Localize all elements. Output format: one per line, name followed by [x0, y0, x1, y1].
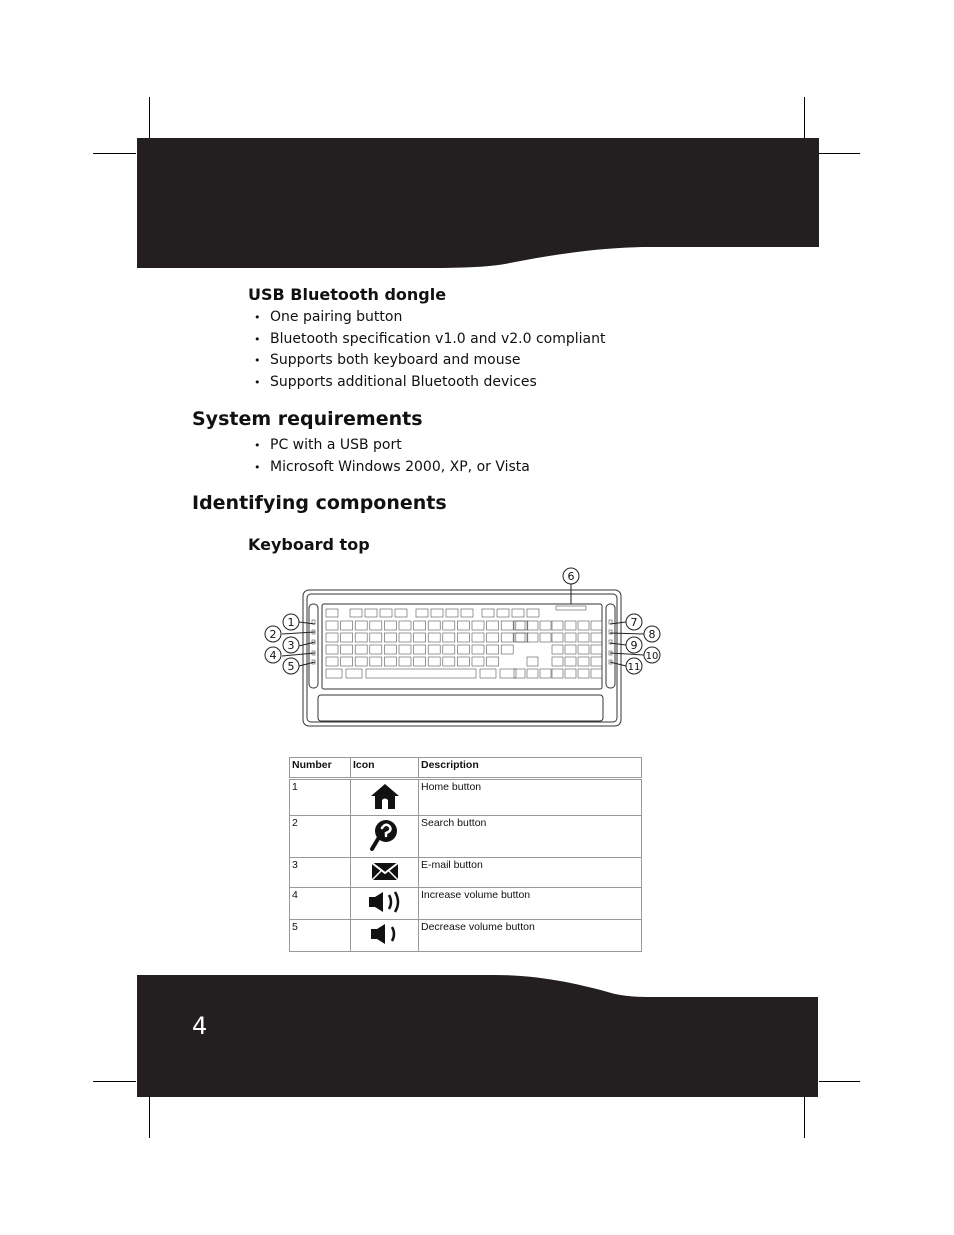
keyboard-key: [399, 645, 411, 654]
row-number: 5: [290, 920, 351, 952]
keyboard-key: [500, 669, 516, 678]
keyboard-key: [395, 609, 407, 617]
row-description: E-mail button: [419, 858, 642, 888]
keyboard-key: [565, 621, 576, 630]
keyboard-key: [461, 609, 473, 617]
keyboard-key: [414, 657, 426, 666]
keyboard-key: [578, 645, 589, 654]
dongle-list: [248, 307, 605, 393]
keyboard-key: [355, 621, 367, 630]
keyboard-key: [326, 657, 338, 666]
keyboard-key: [326, 609, 338, 617]
row-number: 1: [290, 779, 351, 816]
keyboard-key: [556, 606, 586, 610]
keyboard-key: [428, 621, 440, 630]
keyboard-key: [472, 645, 484, 654]
row-description: Decrease volume button: [419, 920, 642, 952]
callout-label: 1: [287, 616, 295, 629]
list-item: • PC with a USB port: [248, 435, 530, 457]
keyboard-key: [399, 657, 411, 666]
column-header: Number: [290, 758, 351, 779]
keyboard-key: [346, 669, 362, 678]
keyboard-key: [552, 621, 563, 630]
email-icon: [368, 859, 402, 883]
callout-label: 10: [645, 651, 659, 662]
keyboard-key: [414, 621, 426, 630]
keyboard-key: [540, 621, 551, 630]
callout-label: 8: [648, 628, 656, 641]
keyboard-key: [443, 657, 455, 666]
row-number: 4: [290, 888, 351, 920]
keyboard-key: [552, 669, 563, 678]
keyboard-key: [480, 669, 496, 678]
keyboard-key: [578, 657, 589, 666]
callout-label: 6: [567, 570, 575, 583]
keyboard-key: [457, 621, 469, 630]
list-item: • Supports additional Bluetooth devices: [248, 372, 605, 394]
keyboard-key: [350, 609, 362, 617]
keyboard-key: [341, 645, 353, 654]
keyboard-key: [380, 609, 392, 617]
keyboard-key: [384, 657, 396, 666]
callout-label: 7: [630, 616, 638, 629]
keyboard-key: [443, 633, 455, 642]
system-heading: System requirements: [192, 408, 423, 430]
keyboard-key: [501, 645, 513, 654]
dongle-heading: USB Bluetooth dongle: [248, 285, 447, 304]
keyboard-key: [516, 633, 528, 642]
footer-band: [0, 960, 954, 1110]
keyboard-key: [591, 669, 602, 678]
row-number: 2: [290, 816, 351, 858]
keyboard-key: [527, 621, 538, 630]
keyboard-key: [355, 657, 367, 666]
table-row: [290, 888, 642, 920]
row-description: Search button: [419, 816, 642, 858]
callout-label: 3: [287, 639, 295, 652]
table-row: [290, 920, 642, 952]
keyboard-key: [326, 645, 338, 654]
keyboard-key: [565, 657, 576, 666]
keyboard-key: [326, 633, 338, 642]
keyboard-key: [416, 609, 428, 617]
keyboard-key: [501, 621, 513, 630]
volume-down-icon: [365, 921, 405, 947]
keyboard-key: [370, 657, 382, 666]
keyboard-key: [578, 621, 589, 630]
keyboard-key: [341, 633, 353, 642]
keyboard-key: [341, 657, 353, 666]
keyboard-key: [472, 621, 484, 630]
keyboard-key: [487, 657, 499, 666]
keyboard-key: [591, 657, 602, 666]
keyboard-key: [527, 609, 539, 617]
keyboard-key: [472, 633, 484, 642]
keyboard-key: [370, 621, 382, 630]
keyboard-key: [527, 633, 538, 642]
keyboard-key: [512, 609, 524, 617]
keyboard-key: [516, 621, 528, 630]
table-header-row: [290, 758, 642, 779]
list-item: • Microsoft Windows 2000, XP, or Vista: [248, 457, 530, 479]
keyboard-key: [565, 669, 576, 678]
keyboard-key: [326, 621, 338, 630]
keyboard-key: [384, 621, 396, 630]
column-header: Description: [419, 758, 642, 779]
keyboard-key: [370, 633, 382, 642]
keyboard-key: [457, 633, 469, 642]
list-item: • Supports both keyboard and mouse: [248, 350, 605, 372]
keyboard-key: [384, 633, 396, 642]
keyboard-key: [414, 645, 426, 654]
header-band: [0, 0, 954, 280]
keyboard-key: [366, 669, 476, 678]
list-item: • Bluetooth specification v1.0 and v2.0 compliant: [248, 329, 605, 351]
keyboard-key: [443, 645, 455, 654]
keyboard-key: [472, 657, 484, 666]
keyboard-key: [540, 633, 551, 642]
keyboard-key: [578, 669, 589, 678]
keyboard-key: [443, 621, 455, 630]
keyboard-key: [326, 669, 342, 678]
table-row: [290, 858, 642, 888]
keyboard-key: [591, 621, 602, 630]
keyboard-key: [355, 645, 367, 654]
keyboard-key: [341, 621, 353, 630]
table-row: [290, 779, 642, 816]
keyboard-key: [527, 657, 538, 666]
keyboard-key: [527, 669, 538, 678]
keyboard-key: [370, 645, 382, 654]
keyboard-illustration: [260, 562, 670, 732]
keyboard-key: [552, 633, 563, 642]
keyboard-key: [487, 633, 499, 642]
keyboard-key: [487, 645, 499, 654]
callout-label: 11: [627, 662, 641, 673]
keyboard-key: [501, 633, 513, 642]
keyboard-key: [428, 633, 440, 642]
keyboard-key: [578, 633, 589, 642]
callout-label: 5: [287, 660, 295, 673]
keyboard-key: [514, 669, 525, 678]
keyboard-key: [414, 633, 426, 642]
keyboard-key: [457, 657, 469, 666]
list-item: • One pairing button: [248, 307, 605, 329]
keyboard-key: [428, 657, 440, 666]
identify-heading: Identifying components: [192, 492, 447, 514]
row-number: 3: [290, 858, 351, 888]
keyboard-key: [487, 621, 499, 630]
keyboard-key: [431, 609, 443, 617]
keyboard-key: [365, 609, 377, 617]
search-icon: [368, 817, 402, 853]
keyboard-key: [457, 645, 469, 654]
keyboard-key: [399, 633, 411, 642]
callout-label: 4: [269, 649, 277, 662]
page-number: 4: [192, 1012, 208, 1040]
callout-label: 2: [269, 628, 277, 641]
keyboard-key: [565, 645, 576, 654]
volume-up-icon: [365, 889, 405, 915]
keyboard-key: [446, 609, 458, 617]
keyboard-key: [540, 669, 551, 678]
component-table: [289, 757, 642, 952]
keyboard-key: [482, 609, 494, 617]
callout-label: 9: [630, 639, 638, 652]
keyboard-key: [355, 633, 367, 642]
row-description: Home button: [419, 779, 642, 816]
keyboard-key: [497, 609, 509, 617]
table-row: [290, 816, 642, 858]
home-icon: [368, 781, 402, 811]
system-list: [248, 435, 530, 478]
keyboard-key: [552, 645, 563, 654]
keyboard-key: [399, 621, 411, 630]
keyboard-key: [591, 633, 602, 642]
row-description: Increase volume button: [419, 888, 642, 920]
keyboard-key: [565, 633, 576, 642]
keyboard-key: [428, 645, 440, 654]
keyboard-key: [552, 657, 563, 666]
column-header: Icon: [351, 758, 419, 779]
keyboard-key: [384, 645, 396, 654]
keyboard-key: [591, 645, 602, 654]
keyboard-top-heading: Keyboard top: [248, 535, 370, 554]
